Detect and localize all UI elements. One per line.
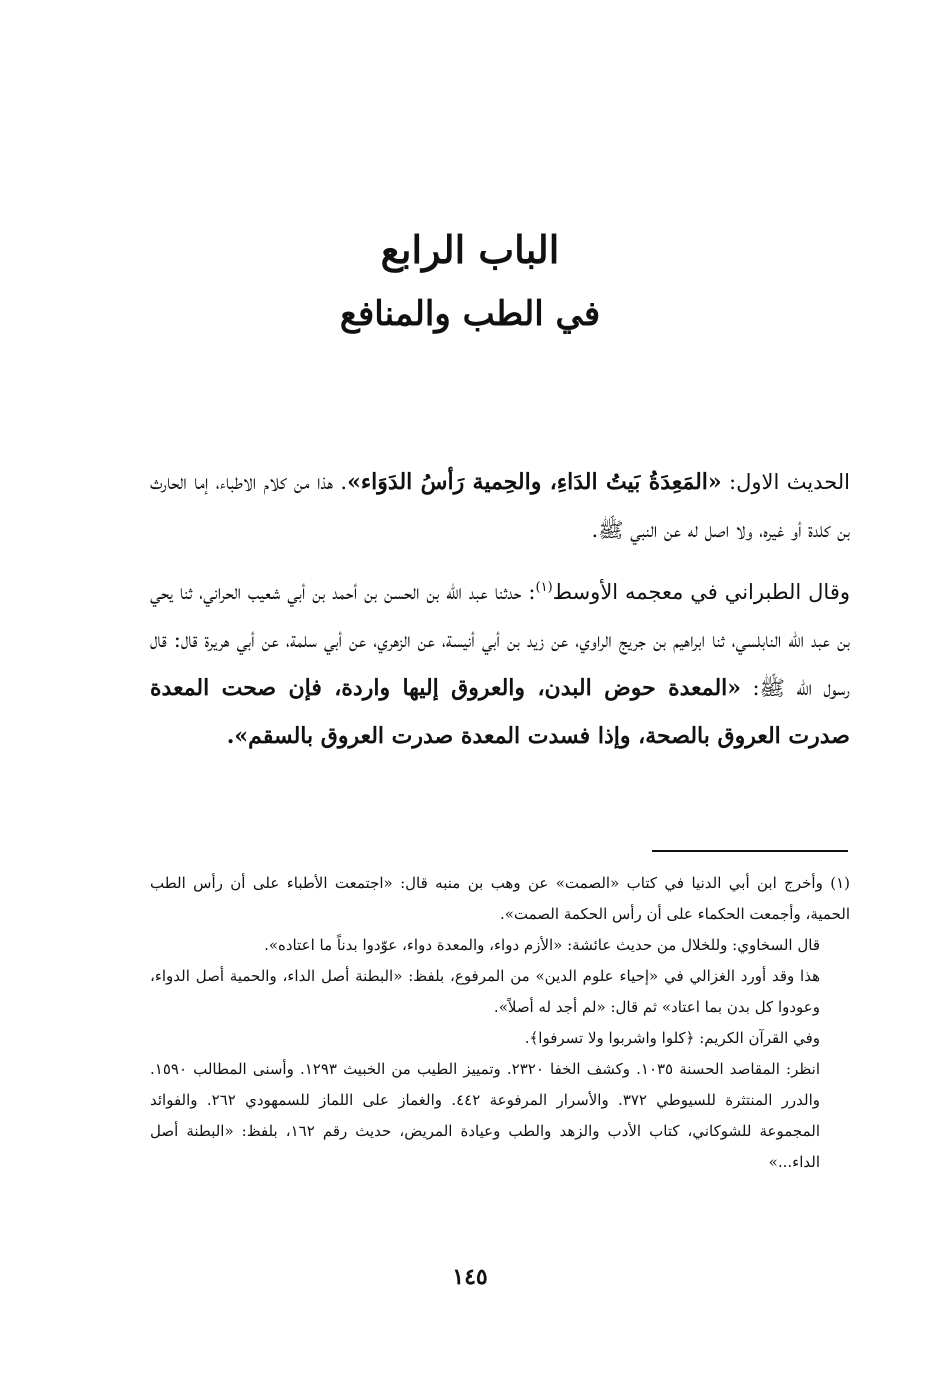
- footnote-ghazali: هذا وقد أورد الغزالي في «إحياء علوم الدين» من المرفوع، بلفظ: «البطنة أصل الداء، والحمية أصل الدواء، وعودوا كل بدن بما اعتاد» ثم قال: «لم أجد له أصلاً».: [150, 967, 820, 1016]
- chapter-subtitle: في الطب والمنافع: [339, 294, 601, 334]
- hadith-text-bold: «المَعِدَةُ بَيتُ الدَاءِ، والحِمية رَأسُ الدَوَاء»: [347, 469, 722, 495]
- hadith-intro: الحديث الاول:: [721, 470, 850, 494]
- footnotes: [150, 868, 850, 1178]
- paragraph-first-hadith: [150, 458, 850, 554]
- paragraph-tabarani: [150, 568, 850, 760]
- tabarani-intro: وقال الطبراني في معجمه الأوسط: [552, 580, 850, 604]
- footnote-1: (١) وأخرج ابن أبي الدنيا في كتاب «الصمت» عن وهب بن منبه قال: «اجتمعت الأطباء على أن رأس الطب الحمية، وأجمعت الحكماء على أن رأس الحكمة الصمت».: [150, 874, 850, 923]
- chapter-title: الباب الرابع: [380, 227, 560, 272]
- main-text: [150, 458, 850, 760]
- hadith-end-mark: .: [226, 723, 235, 749]
- hadith-commentary: . هذا من كلام الاطباء، إما الحارث بن كلدة أو غيره، ولا اصل له عن النبي ﷺ.: [150, 470, 850, 542]
- hadith-text-bold-2: «المعدة حوض البدن، والعروق إليها واردة، فإن صحت المعدة صدرت العروق بالصحة، وإذا فسدت المعدة صدرت العروق بالسقم»: [150, 675, 850, 749]
- page-number: ١٤٥: [452, 1264, 488, 1290]
- footnote-separator: [652, 850, 848, 852]
- footnote-sakhawi: قال السخاوي: وللخلال من حديث عائشة: «الأزم دواء، والمعدة دواء، عوّدوا بدناً ما اعتاده».: [264, 936, 820, 954]
- footnote-quran: وفي القرآن الكريم: ﴿كلوا واشربوا ولا تسرفوا﴾.: [524, 1029, 820, 1047]
- footnote-reference: (١): [535, 580, 553, 595]
- footnote-references: انظر: المقاصد الحسنة ١٠٣٥. وكشف الخفا ٢٣٢٠. وتمييز الطيب من الخبيث ١٢٩٣. وأسنى المطالب ١٥٩٠. والدرر المنتثرة للسيوطي ٣٧٢. والأسرار المرفوعة ٤٤٢. والغماز على اللماز للسمهودي ٢٦٢. والفوائد المجموعة للشوكاني، كتاب الأدب والزهد والطب وعيادة المريض، حديث رقم ١٦٢، بلفظ: «البطنة أصل الداء...»: [150, 1060, 821, 1171]
- isnad-chain: : حدثنا عبد الله بن الحسن بن أحمد بن أبي شعيب الحراني، ثنا يحي بن عبد الله النابلسي، ثنا ابراهيم بن جريج الراوي، عن زيد بن أبي أنيسة، عن الزهري، عن أبي سلمة، عن أبي هريرة قال: قال رسول الله ﷺ:: [150, 580, 850, 700]
